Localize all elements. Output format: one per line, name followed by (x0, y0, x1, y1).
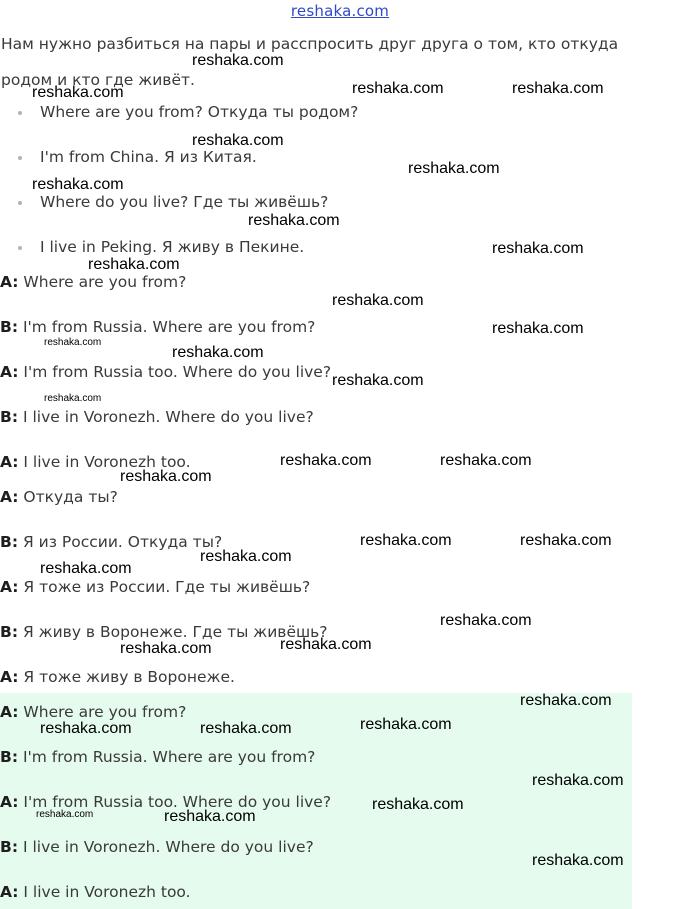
watermark: reshaka.com (492, 320, 584, 337)
watermark: reshaka.com (372, 796, 464, 813)
watermark: reshaka.com (172, 344, 264, 361)
site-header-link[interactable]: reshaka.com (290, 2, 390, 20)
bullet-item: I live in Peking. Я живу в Пекине. (40, 238, 305, 256)
watermark: reshaka.com (40, 720, 132, 737)
speaker-label: A: (0, 273, 19, 291)
dialogue-line (0, 408, 314, 426)
watermark: reshaka.com (248, 212, 340, 229)
speaker-label: B: (0, 623, 19, 641)
speaker-label: A: (0, 883, 19, 901)
dialogue-text: I'm from Russia. Where are you from? (22, 748, 316, 766)
bullet-item: Where are you from? Откуда ты родом? (40, 103, 359, 121)
dialogue-line (0, 533, 222, 551)
dialogue-line (0, 838, 314, 856)
dialogue-line (0, 363, 331, 381)
watermark: reshaka.com (192, 52, 284, 69)
watermark: reshaka.com (32, 176, 124, 193)
dialogue-text: I live in Voronezh. Where do you live? (22, 838, 314, 856)
dialogue-line (0, 703, 186, 721)
intro-paragraph: Нам нужно разбиться на пары и расспросить друг друга о том, кто откуда родом и кто где живёт. (1, 35, 619, 89)
watermark: reshaka.com (360, 716, 452, 733)
dialogue-text: I live in Voronezh too. (23, 453, 191, 471)
watermark: reshaka.com (192, 132, 284, 149)
watermark: reshaka.com (44, 337, 102, 348)
dialogue-text: I'm from Russia too. Where do you live? (23, 793, 332, 811)
watermark: reshaka.com (44, 393, 102, 404)
watermark: reshaka.com (280, 452, 372, 469)
watermark: reshaka.com (332, 372, 424, 389)
dialogue-text: Откуда ты? (23, 488, 118, 506)
watermark: reshaka.com (352, 80, 444, 97)
dialogue-text: I live in Voronezh too. (23, 883, 191, 901)
dialogue-line (0, 578, 310, 596)
dialogue-text: Where are you from? (23, 273, 187, 291)
speaker-label: A: (0, 793, 19, 811)
watermark: reshaka.com (332, 292, 424, 309)
bullet-item: Where do you live? Где ты живёшь? (40, 193, 329, 211)
watermark: reshaka.com (408, 160, 500, 177)
dialogue-line (0, 488, 118, 506)
speaker-label: A: (0, 578, 19, 596)
watermark: reshaka.com (520, 692, 612, 709)
dialogue-text: Я тоже из России. Где ты живёшь? (23, 578, 311, 596)
watermark: reshaka.com (280, 636, 372, 653)
watermark: reshaka.com (492, 240, 584, 257)
dialogue-text: Я тоже живу в Воронеже. (23, 668, 235, 686)
dialogue-line (0, 318, 315, 336)
watermark: reshaka.com (360, 532, 452, 549)
speaker-label: B: (0, 748, 19, 766)
speaker-label: A: (0, 488, 19, 506)
watermark: reshaka.com (120, 640, 212, 657)
dialogue-text: I live in Voronezh. Where do you live? (22, 408, 314, 426)
watermark: reshaka.com (88, 256, 180, 273)
speaker-label: B: (0, 318, 19, 336)
speaker-label: A: (0, 453, 19, 471)
watermark: reshaka.com (200, 720, 292, 737)
watermark: reshaka.com (532, 852, 624, 869)
dialogue-text: I'm from Russia too. Where do you live? (23, 363, 332, 381)
watermark: reshaka.com (200, 548, 292, 565)
speaker-label: B: (0, 838, 19, 856)
dialogue-text: Я живу в Воронеже. Где ты живёшь? (22, 623, 328, 641)
watermark: reshaka.com (40, 560, 132, 577)
watermark: reshaka.com (440, 612, 532, 629)
watermark: reshaka.com (120, 468, 212, 485)
speaker-label: A: (0, 363, 19, 381)
watermark: reshaka.com (32, 84, 124, 101)
speaker-label: B: (0, 408, 19, 426)
speaker-label: B: (0, 533, 19, 551)
dialogue-text: I'm from Russia. Where are you from? (22, 318, 316, 336)
watermark: reshaka.com (440, 452, 532, 469)
dialogue-line (0, 623, 328, 641)
dialogue-text: Where are you from? (23, 703, 187, 721)
watermark: reshaka.com (36, 809, 94, 820)
dialogue-line (0, 883, 191, 901)
watermark: reshaka.com (532, 772, 624, 789)
dialogue-line (0, 748, 315, 766)
watermark: reshaka.com (512, 80, 604, 97)
dialogue-line (0, 668, 235, 686)
speaker-label: A: (0, 668, 19, 686)
watermark: reshaka.com (164, 808, 256, 825)
bullet-item: I'm from China. Я из Китая. (40, 148, 257, 166)
speaker-label: A: (0, 703, 19, 721)
dialogue-text: Я из России. Откуда ты? (22, 533, 223, 551)
dialogue-line (0, 273, 186, 291)
watermark: reshaka.com (520, 532, 612, 549)
